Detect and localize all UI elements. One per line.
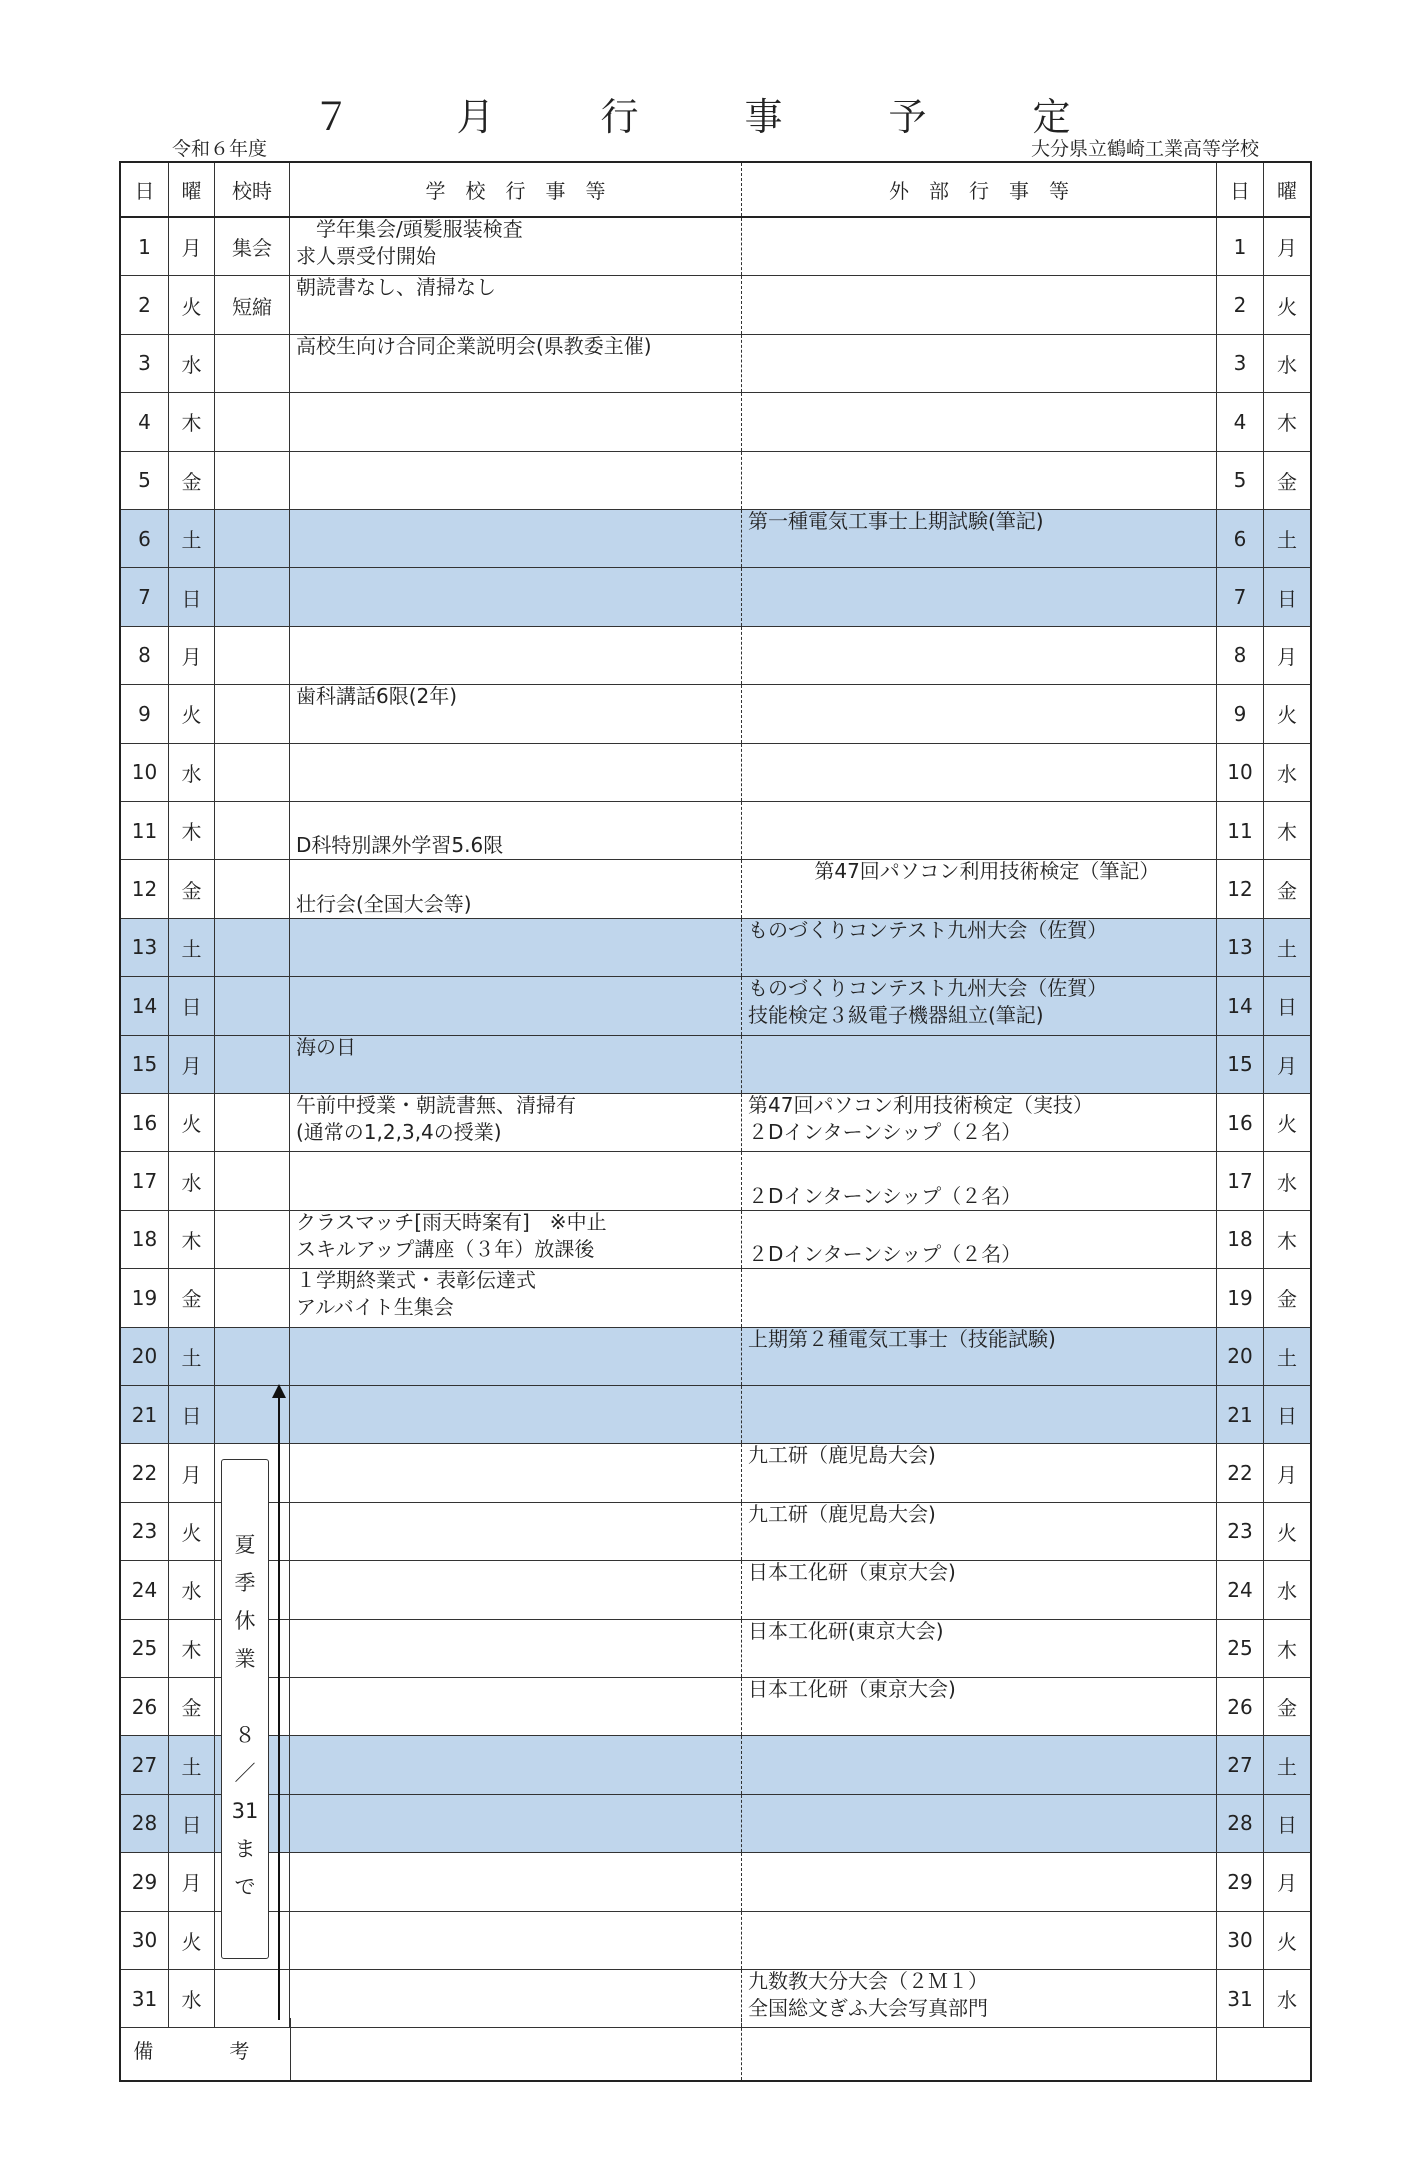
- day-cell-right: 26: [1217, 1678, 1264, 1735]
- school-name: 大分県立鶴崎工業高等学校: [1030, 138, 1259, 160]
- day-cell-right: 1: [1217, 218, 1264, 275]
- period-cell: [215, 510, 290, 567]
- school-event-cell: [290, 1094, 742, 1151]
- day-cell-right: 10: [1217, 744, 1264, 801]
- period-cell: [215, 627, 290, 684]
- weekday-cell: 火: [169, 685, 215, 742]
- school-event-cell: [290, 1152, 742, 1209]
- school-event-cell: [290, 685, 742, 742]
- day-cell-right: 3: [1217, 335, 1264, 392]
- external-event-cell: [742, 1620, 1217, 1677]
- school-event-cell: [290, 1211, 742, 1268]
- table-row: [121, 1211, 1310, 1269]
- school-event-cell: [290, 335, 742, 392]
- school-event-text: 壮行会(全国大会等): [296, 891, 472, 916]
- summer-break-label: 夏 季 休 業 ８ ／ 31 ま で: [231, 1533, 259, 1899]
- summer-break-box: [221, 1459, 269, 1959]
- table-row: [121, 1152, 1310, 1210]
- day-cell-right: 19: [1217, 1269, 1264, 1326]
- period-cell: 短縮: [215, 276, 290, 333]
- period-cell: [215, 335, 290, 392]
- weekday-cell-right: 日: [1277, 1812, 1297, 1837]
- weekday-cell: 水: [169, 744, 215, 801]
- school-event-text: (通常の1,2,3,4の授業): [296, 1120, 502, 1144]
- weekday-cell: 土: [169, 919, 215, 976]
- table-row: [121, 276, 1310, 334]
- table-row: [121, 919, 1310, 977]
- weekday-cell-right: 月: [1277, 644, 1297, 669]
- external-event-cell: [742, 335, 1217, 392]
- day-cell: 21: [121, 1386, 169, 1443]
- day-cell: 27: [121, 1736, 169, 1793]
- weekday-cell: 土: [169, 1328, 215, 1385]
- period-cell: [215, 452, 290, 509]
- school-event-cell: [290, 452, 742, 509]
- period-cell: [215, 1094, 290, 1151]
- day-cell: 18: [121, 1211, 169, 1268]
- day-cell: 30: [121, 1912, 169, 1969]
- school-event-cell: [290, 1853, 742, 1910]
- day-cell: 17: [121, 1152, 169, 1209]
- day-cell: 13: [121, 919, 169, 976]
- table-row: [121, 1853, 1310, 1911]
- weekday-cell: 金: [169, 452, 215, 509]
- weekday-cell-right: 金: [1277, 469, 1297, 494]
- weekday-cell: 火: [169, 1912, 215, 1969]
- weekday-cell-right: 水: [1277, 1170, 1297, 1195]
- day-cell-right: 7: [1217, 568, 1264, 625]
- weekday-cell: 水: [169, 1561, 215, 1618]
- school-event-text: スキルアップ講座（３年）放課後: [296, 1236, 595, 1261]
- day-cell: 14: [121, 977, 169, 1034]
- school-event-text: 高校生向け合同企業説明会(県教委主催): [296, 333, 652, 358]
- external-event-cell: [742, 276, 1217, 333]
- weekday-cell-right: 火: [1277, 1520, 1297, 1545]
- external-event-cell: [742, 860, 1217, 917]
- external-event-cell: [742, 977, 1217, 1034]
- weekday-cell: 木: [169, 1211, 215, 1268]
- school-event-cell: [290, 568, 742, 625]
- weekday-cell-right: 火: [1277, 294, 1297, 319]
- day-cell: 16: [121, 1094, 169, 1151]
- weekday-cell-right: 土: [1277, 936, 1297, 961]
- day-cell-right: 11: [1217, 802, 1264, 859]
- period-cell: [215, 977, 290, 1034]
- day-cell: 10: [121, 744, 169, 801]
- weekday-cell-right: 水: [1277, 1988, 1297, 2013]
- external-event-text: 九工研（鹿児島大会): [748, 1443, 936, 1468]
- table-row: [121, 1795, 1310, 1853]
- external-event-text: ものづくりコンテスト九州大会（佐賀）: [748, 976, 1108, 1001]
- weekday-cell: 月: [169, 218, 215, 275]
- school-event-cell: [290, 1269, 742, 1326]
- weekday-cell: 日: [169, 977, 215, 1034]
- external-event-text: 第一種電気工事士上期試験(筆記): [748, 509, 1044, 533]
- summer-break-arrow-line: [278, 1392, 280, 2020]
- weekday-cell-right: 水: [1277, 352, 1297, 377]
- table-row: [121, 393, 1310, 451]
- day-cell-right: 21: [1217, 1386, 1264, 1443]
- weekday-cell: 火: [169, 1503, 215, 1560]
- weekday-cell: 水: [169, 1152, 215, 1209]
- school-event-cell: [290, 218, 742, 275]
- header-weekday-right: 曜: [1277, 179, 1297, 203]
- external-event-cell: [742, 1211, 1217, 1268]
- day-cell-right: 23: [1217, 1503, 1264, 1560]
- day-cell: 4: [121, 393, 169, 450]
- fiscal-year-label: 令和６年度: [172, 138, 268, 160]
- external-event-cell: [742, 685, 1217, 742]
- table-row: [121, 744, 1310, 802]
- day-cell: 11: [121, 802, 169, 859]
- weekday-cell-right: 土: [1277, 1754, 1297, 1779]
- external-event-cell: [742, 1444, 1217, 1501]
- weekday-cell: 月: [169, 627, 215, 684]
- header-weekday: 曜: [169, 163, 215, 216]
- schedule-table: [119, 161, 1312, 2082]
- weekday-cell-right: 土: [1277, 528, 1297, 553]
- period-cell: [215, 860, 290, 917]
- school-event-cell: [290, 1503, 742, 1560]
- external-event-cell: [742, 568, 1217, 625]
- weekday-cell: 水: [169, 335, 215, 392]
- day-cell: 29: [121, 1853, 169, 1910]
- weekday-cell: 土: [169, 1736, 215, 1793]
- external-event-text: 日本工化研（東京大会): [748, 1677, 956, 1701]
- day-cell: 2: [121, 276, 169, 333]
- external-event-cell: [742, 1912, 1217, 1969]
- weekday-cell-right: 木: [1277, 820, 1297, 845]
- day-cell: 28: [121, 1795, 169, 1852]
- school-event-text: 朝読書なし、清掃なし: [296, 275, 496, 300]
- school-event-text: 午前中授業・朝読書無、清掃有: [296, 1093, 576, 1117]
- weekday-cell: 木: [169, 393, 215, 450]
- table-row: [121, 1620, 1310, 1678]
- school-event-cell: [290, 276, 742, 333]
- external-event-cell: [742, 627, 1217, 684]
- period-cell: [215, 1152, 290, 1209]
- page-title: ７ 月 行 事 予 定: [312, 95, 1105, 139]
- day-cell: 24: [121, 1561, 169, 1618]
- school-event-cell: [290, 1386, 742, 1443]
- day-cell-right: 30: [1217, 1912, 1264, 1969]
- table-row: [121, 218, 1310, 276]
- table-row: [121, 1444, 1310, 1502]
- day-cell: 3: [121, 335, 169, 392]
- external-event-text: ものづくりコンテスト九州大会（佐賀）: [748, 917, 1108, 942]
- weekday-cell-right: 火: [1277, 1929, 1297, 1954]
- weekday-cell-right: 日: [1277, 995, 1297, 1020]
- day-cell-right: 8: [1217, 627, 1264, 684]
- header-external-events: 外 部 行 事 等: [742, 163, 1217, 216]
- weekday-cell-right: 木: [1277, 1637, 1297, 1662]
- table-row: [121, 977, 1310, 1035]
- day-cell-right: 14: [1217, 977, 1264, 1034]
- external-event-text: 技能検定３級電子機器組立(筆記): [748, 1003, 1044, 1028]
- period-cell: [215, 1211, 290, 1268]
- school-event-text: アルバイト生集会: [296, 1295, 454, 1320]
- weekday-cell: 金: [169, 860, 215, 917]
- period-cell: [215, 919, 290, 976]
- external-event-cell: [742, 919, 1217, 976]
- external-event-cell: [742, 744, 1217, 801]
- day-cell-right: 20: [1217, 1328, 1264, 1385]
- external-event-text: ２Dインターンシップ（２名）: [748, 1183, 1022, 1208]
- weekday-cell: 月: [169, 1444, 215, 1501]
- header-day: 日: [121, 163, 169, 216]
- day-cell-right: 4: [1217, 393, 1264, 450]
- external-event-text: 日本工化研（東京大会): [748, 1560, 956, 1585]
- table-row: [121, 1912, 1310, 1970]
- weekday-cell: 日: [169, 568, 215, 625]
- header-period: 校時: [215, 163, 290, 216]
- period-cell: 集会: [215, 218, 290, 275]
- external-event-text: ２Dインターンシップ（２名）: [748, 1242, 1022, 1267]
- table-row: [121, 860, 1310, 918]
- external-event-cell: [742, 510, 1217, 567]
- day-cell: 12: [121, 860, 169, 917]
- day-cell: 8: [121, 627, 169, 684]
- notes-row: [121, 2018, 1310, 2080]
- notes-right-cell: [1217, 2018, 1310, 2080]
- weekday-cell-right: 月: [1277, 1462, 1297, 1487]
- notes-school-cell: [291, 2018, 743, 2080]
- external-event-cell: [742, 1386, 1217, 1443]
- external-event-cell: [742, 1328, 1217, 1385]
- external-event-text: ２Dインターンシップ（２名）: [748, 1120, 1022, 1144]
- weekday-cell: 火: [169, 276, 215, 333]
- table-row: [121, 568, 1310, 626]
- external-event-cell: [742, 1094, 1217, 1151]
- external-event-cell: [742, 1795, 1217, 1852]
- school-event-cell: [290, 860, 742, 917]
- summer-break-arrow-head-icon: [272, 1384, 286, 1398]
- school-event-text: 歯科講話6限(2年): [296, 684, 458, 709]
- weekday-cell: 木: [169, 1620, 215, 1677]
- header-school-events: 学 校 行 事 等: [290, 163, 742, 216]
- day-cell-right: 28: [1217, 1795, 1264, 1852]
- weekday-cell: 月: [169, 1853, 215, 1910]
- notes-external-cell: [742, 2018, 1217, 2080]
- table-row: [121, 1678, 1310, 1736]
- external-event-cell: [742, 1036, 1217, 1093]
- weekday-cell-right: 金: [1277, 1287, 1297, 1312]
- day-cell-right: 16: [1217, 1094, 1264, 1151]
- day-cell-right: 13: [1217, 919, 1264, 976]
- weekday-cell-right: 日: [1277, 1404, 1297, 1429]
- day-cell-right: 12: [1217, 860, 1264, 917]
- school-event-cell: [290, 744, 742, 801]
- table-row: [121, 510, 1310, 568]
- weekday-cell-right: 火: [1277, 1112, 1297, 1137]
- period-cell: [215, 1269, 290, 1326]
- school-event-cell: [290, 1912, 742, 1969]
- weekday-cell-right: 水: [1277, 1579, 1297, 1604]
- period-cell: [215, 802, 290, 859]
- external-event-cell: [742, 1561, 1217, 1618]
- external-event-text: 九数教大分大会（２Ｍ１）: [748, 1969, 988, 1993]
- school-event-cell: [290, 977, 742, 1034]
- school-event-cell: [290, 627, 742, 684]
- day-cell: 15: [121, 1036, 169, 1093]
- external-event-text: 日本工化研(東京大会): [748, 1618, 944, 1643]
- school-event-cell: [290, 1444, 742, 1501]
- external-event-cell: [742, 1736, 1217, 1793]
- table-row: [121, 335, 1310, 393]
- day-cell-right: 17: [1217, 1152, 1264, 1209]
- school-event-cell: [290, 1620, 742, 1677]
- day-cell-right: 25: [1217, 1620, 1264, 1677]
- period-cell: [215, 685, 290, 742]
- day-cell-right: 9: [1217, 685, 1264, 742]
- external-event-text: 上期第２種電気工事士（技能試験): [748, 1326, 1056, 1351]
- weekday-cell-right: 木: [1277, 1228, 1297, 1253]
- period-cell: [215, 568, 290, 625]
- external-event-cell: [742, 393, 1217, 450]
- external-event-cell: [742, 1503, 1217, 1560]
- day-cell: 23: [121, 1503, 169, 1560]
- school-event-cell: [290, 1795, 742, 1852]
- table-header: [121, 163, 1310, 218]
- external-event-cell: [742, 1152, 1217, 1209]
- weekday-cell-right: 月: [1277, 1053, 1297, 1078]
- school-event-text: 学年集会/頭髪服装検査: [296, 217, 523, 241]
- external-event-text: 第47回パソコン利用技術検定（筆記）: [748, 859, 1160, 884]
- weekday-cell-right: 火: [1277, 703, 1297, 728]
- table-row: [121, 1269, 1310, 1327]
- weekday-cell-right: 月: [1277, 1871, 1297, 1896]
- school-event-text: D科特別課外学習5.6限: [296, 833, 504, 858]
- day-cell: 31: [121, 1970, 169, 2027]
- day-cell: 25: [121, 1620, 169, 1677]
- table-row: [121, 1328, 1310, 1386]
- external-event-cell: [742, 802, 1217, 859]
- day-cell-right: 31: [1217, 1970, 1264, 2027]
- weekday-cell-right: 土: [1277, 1345, 1297, 1370]
- external-event-text: 九工研（鹿児島大会): [748, 1501, 936, 1526]
- weekday-cell-right: 月: [1277, 236, 1297, 261]
- school-event-cell: [290, 510, 742, 567]
- table-row: [121, 627, 1310, 685]
- day-cell: 22: [121, 1444, 169, 1501]
- weekday-cell-right: 金: [1277, 1696, 1297, 1721]
- day-cell-right: 15: [1217, 1036, 1264, 1093]
- day-cell: 5: [121, 452, 169, 509]
- external-event-cell: [742, 452, 1217, 509]
- weekday-cell: 水: [169, 1970, 215, 2027]
- weekday-cell: 土: [169, 510, 215, 567]
- school-event-cell: [290, 1736, 742, 1793]
- weekday-cell: 日: [169, 1795, 215, 1852]
- table-row: [121, 802, 1310, 860]
- day-cell-right: 5: [1217, 452, 1264, 509]
- school-event-cell: [290, 919, 742, 976]
- external-event-cell: [742, 1269, 1217, 1326]
- table-row: [121, 452, 1310, 510]
- table-row: [121, 1386, 1310, 1444]
- school-event-text: １学期終業式・表彰伝達式: [296, 1268, 536, 1293]
- header-day-right: 日: [1217, 163, 1264, 216]
- day-cell-right: 24: [1217, 1561, 1264, 1618]
- period-cell: [215, 1328, 290, 1385]
- day-cell: 26: [121, 1678, 169, 1735]
- school-event-text: クラスマッチ[雨天時案有] ※中止: [296, 1209, 607, 1234]
- school-event-text: 求人票受付開始: [296, 244, 436, 268]
- table-row: [121, 1503, 1310, 1561]
- external-event-cell: [742, 1678, 1217, 1735]
- period-cell: [215, 1036, 290, 1093]
- external-event-text: 第47回パソコン利用技術検定（実技）: [748, 1093, 1094, 1117]
- day-cell: 19: [121, 1269, 169, 1326]
- weekday-cell: 木: [169, 802, 215, 859]
- weekday-cell: 金: [169, 1269, 215, 1326]
- period-cell: [215, 744, 290, 801]
- day-cell-right: 29: [1217, 1853, 1264, 1910]
- day-cell: 1: [121, 218, 169, 275]
- school-event-cell: [290, 1561, 742, 1618]
- day-cell-right: 18: [1217, 1211, 1264, 1268]
- school-event-cell: [290, 393, 742, 450]
- table-row: [121, 1561, 1310, 1619]
- day-cell-right: 6: [1217, 510, 1264, 567]
- school-event-text: 海の日: [296, 1034, 356, 1059]
- weekday-cell: 日: [169, 1386, 215, 1443]
- day-cell-right: 27: [1217, 1736, 1264, 1793]
- weekday-cell: 金: [169, 1678, 215, 1735]
- school-event-cell: [290, 1328, 742, 1385]
- table-row: [121, 1036, 1310, 1094]
- notes-label: 備 考: [121, 2018, 291, 2080]
- day-cell: 9: [121, 685, 169, 742]
- weekday-cell-right: 金: [1277, 878, 1297, 903]
- weekday-cell-right: 日: [1277, 586, 1297, 611]
- external-event-cell: [742, 1853, 1217, 1910]
- school-event-cell: [290, 1036, 742, 1093]
- table-row: [121, 1736, 1310, 1794]
- weekday-cell-right: 水: [1277, 761, 1297, 786]
- external-event-text: 全国総文ぎふ大会写真部門: [748, 1996, 988, 2020]
- school-event-cell: [290, 1678, 742, 1735]
- period-cell: [215, 393, 290, 450]
- weekday-cell: 月: [169, 1036, 215, 1093]
- weekday-cell: 火: [169, 1094, 215, 1151]
- weekday-cell-right: 木: [1277, 411, 1297, 436]
- day-cell-right: 22: [1217, 1444, 1264, 1501]
- table-row: [121, 1094, 1310, 1152]
- day-cell-right: 2: [1217, 276, 1264, 333]
- day-cell: 20: [121, 1328, 169, 1385]
- day-cell: 7: [121, 568, 169, 625]
- external-event-cell: [742, 218, 1217, 275]
- day-cell: 6: [121, 510, 169, 567]
- school-event-cell: [290, 802, 742, 859]
- table-row: [121, 685, 1310, 743]
